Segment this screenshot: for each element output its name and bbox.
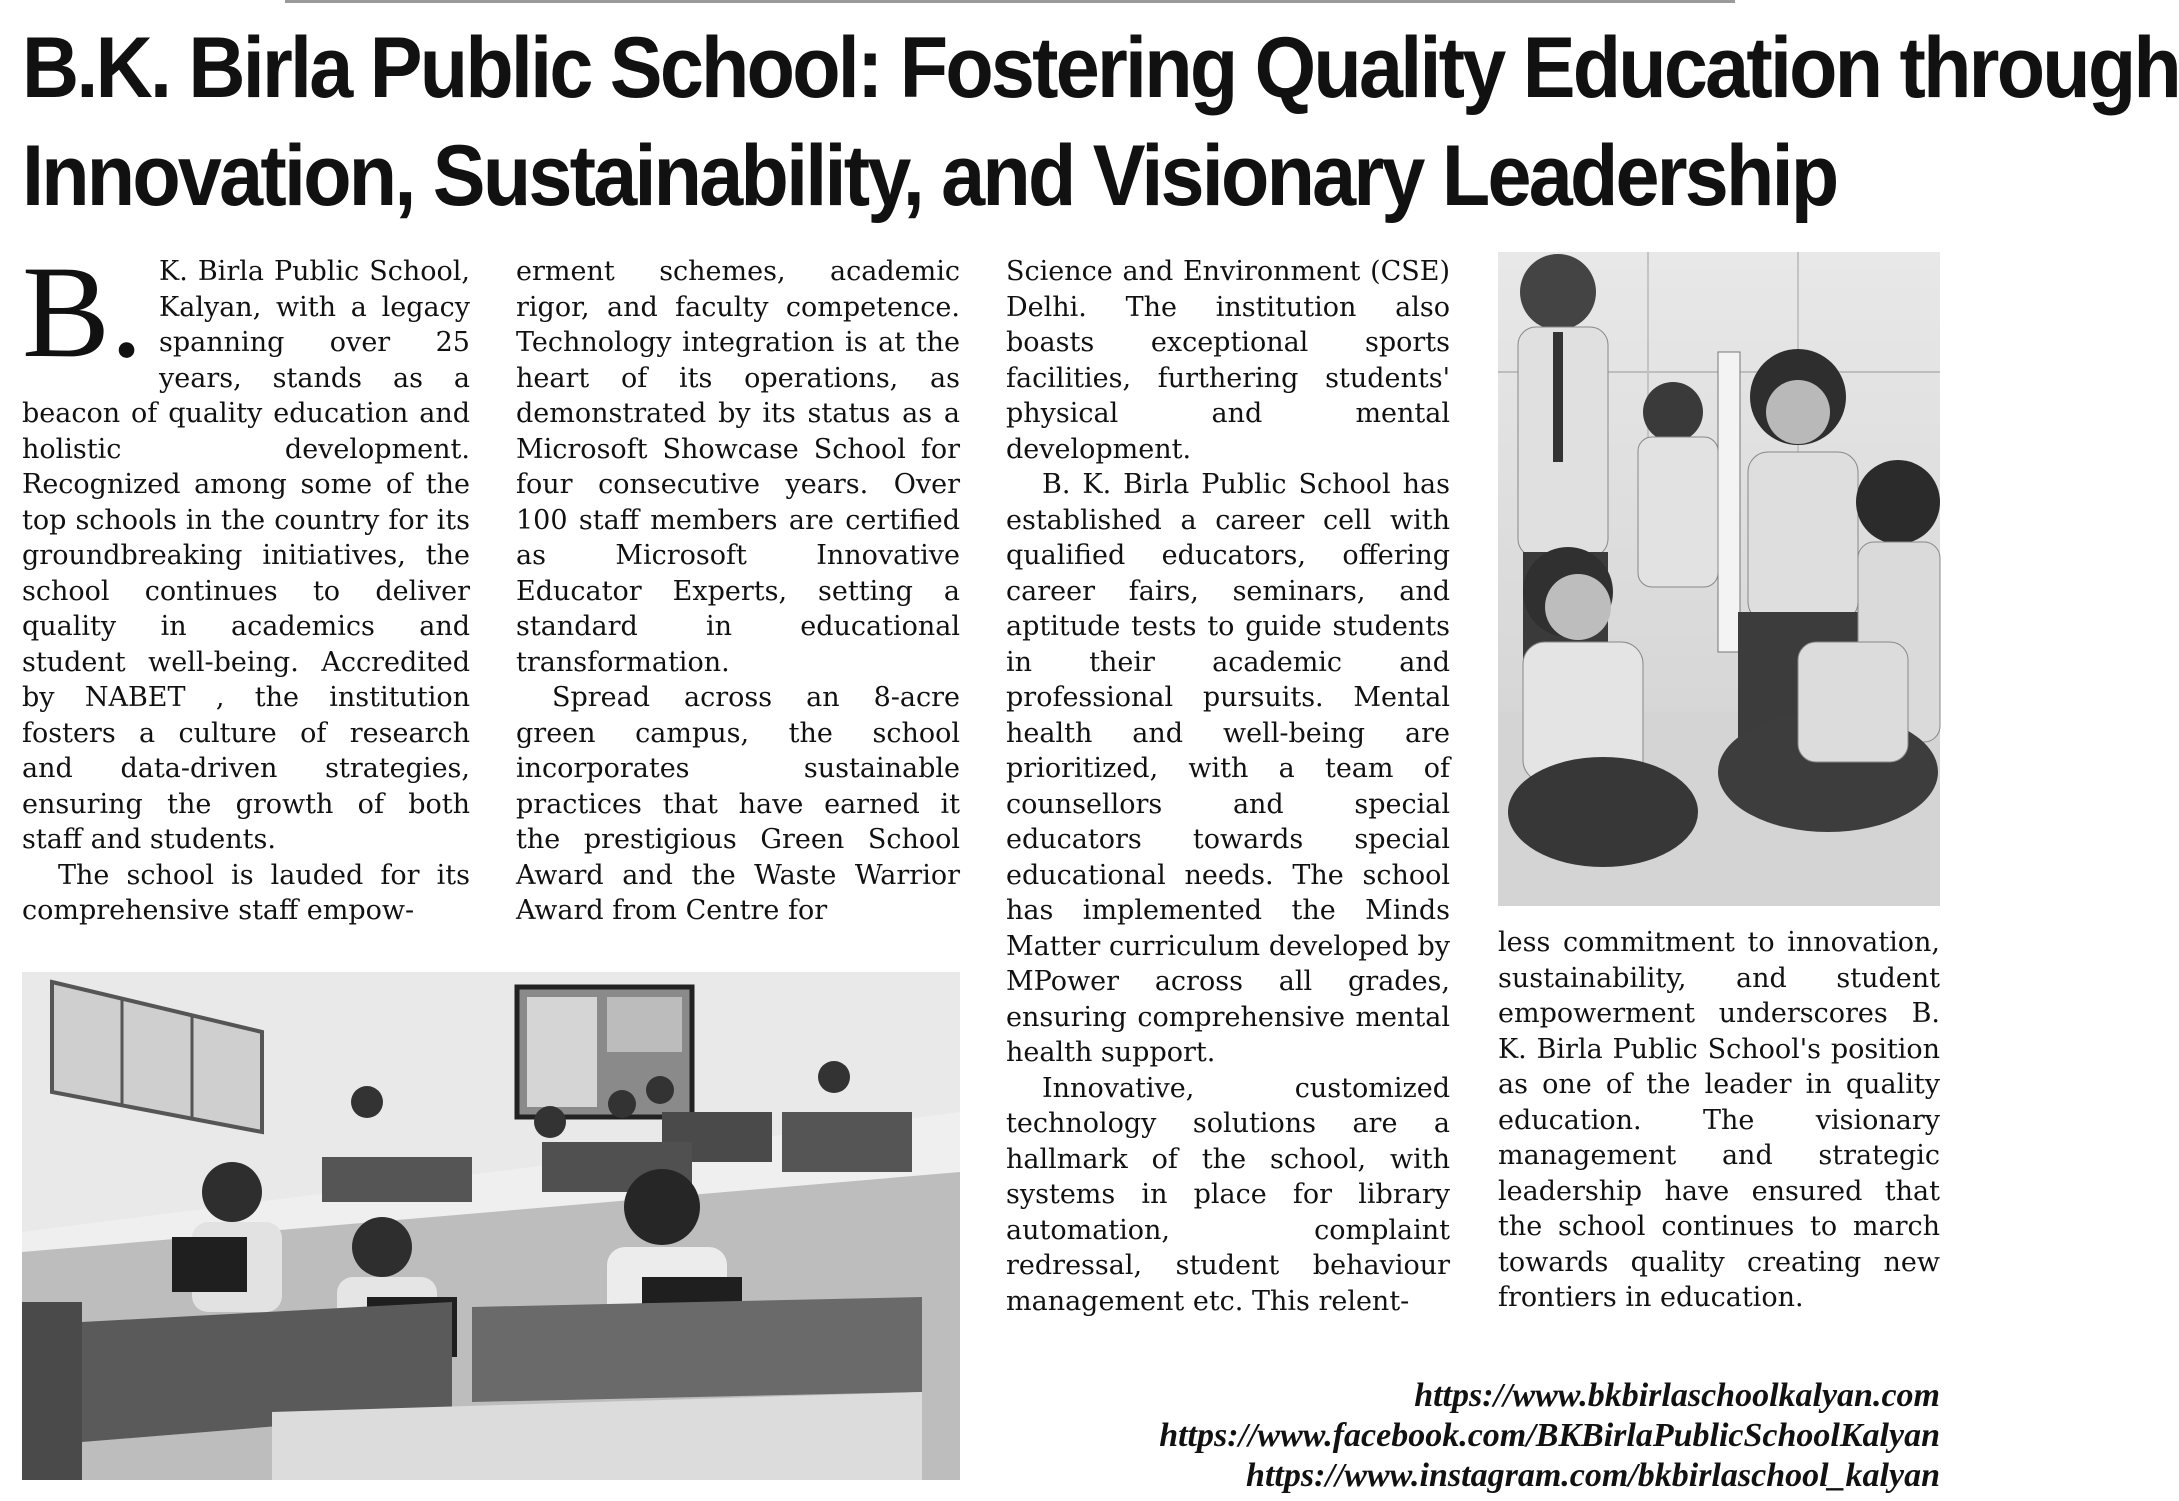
paragraph: B. K. Birla Public School has established a career cell with qualified educators, offering career fairs, seminars, and aptitude tests to guide students in their academic and professional pursuits. Mental health and well-being are prioritized, with a team of counsellors and special educators towards special educational needs. The school has implemented the Minds Matter curriculum developed by MPower across all grades, ensuring comprehensive mental health support. bbox=[1006, 469, 1450, 1068]
article-column-4 bbox=[1498, 925, 1940, 1316]
headline-line-1: B.K. Birla Public School: Fostering Quality Education through bbox=[22, 20, 2179, 116]
article-column-2 bbox=[516, 254, 960, 929]
top-rule bbox=[285, 0, 1735, 3]
classroom-photo bbox=[22, 972, 960, 1480]
paragraph: Innovative, customized technology solutions are a hallmark of the school, with systems in place for library automation, complaint redressal, student behaviour management etc. This relent- bbox=[1006, 1072, 1450, 1317]
instagram-link[interactable]: https://www.instagram.com/bkbirlaschool_kalyan bbox=[1246, 1457, 1940, 1494]
students-activity-illustration bbox=[1498, 252, 1940, 906]
paragraph bbox=[22, 238, 470, 858]
paragraph: erment schemes, academic rigor, and faculty competence. Technology integration is at the heart of its operations, as demonstrated by its status as a Microsoft Showcase School for four consecutive years. Over 100 staff members are certified as Microsoft Innovative Educator Experts, setting a standard in educational transformation. bbox=[516, 256, 960, 678]
paragraph: Science and Environment (CSE) Delhi. The institution also boasts exceptional sports facilities, furthering students' physical and mental development. bbox=[1006, 256, 1450, 465]
dropcap: B. bbox=[22, 238, 144, 385]
headline bbox=[22, 14, 2179, 230]
students-activity-photo bbox=[1498, 252, 1940, 906]
website-link[interactable]: https://www.bkbirlaschoolkalyan.com bbox=[1414, 1377, 1940, 1414]
article-column-1 bbox=[22, 238, 470, 929]
paragraph: The school is lauded for its comprehensive staff empow- bbox=[22, 859, 470, 926]
article-column-3 bbox=[1006, 254, 1450, 1319]
classroom-illustration bbox=[22, 972, 960, 1480]
headline-line-2: Innovation, Sustainability, and Visionary Leadership bbox=[22, 128, 1837, 224]
facebook-link[interactable]: https://www.facebook.com/BKBirlaPublicSchoolKalyan bbox=[1159, 1417, 1940, 1454]
website-links bbox=[1159, 1376, 1940, 1496]
paragraph-text: K. Birla Public School, Kalyan, with a legacy spanning over 25 years, stands as a beacon of quality education and holistic development. Recognized among some of the top schools in the country for its groundbreaking initiatives, the school continues to deliver quality in academics and student well-being. Accredited by NABET , the institution fosters a culture of research and data-driven strategies, ensuring the growth of both staff and students. bbox=[22, 256, 470, 855]
paragraph: Spread across an 8-acre green campus, the school incorporates sustainable practices that have earned it the prestigious Green School Award and the Waste Warrior Award from Centre for bbox=[516, 682, 960, 926]
paragraph: less commitment to innovation, sustainability, and student empowerment underscores B. K. Birla Public School's position as one of the leader in quality education. The visionary management and strategic leadership have ensured that the school continues to march towards quality creating new frontiers in education. bbox=[1498, 927, 1940, 1313]
